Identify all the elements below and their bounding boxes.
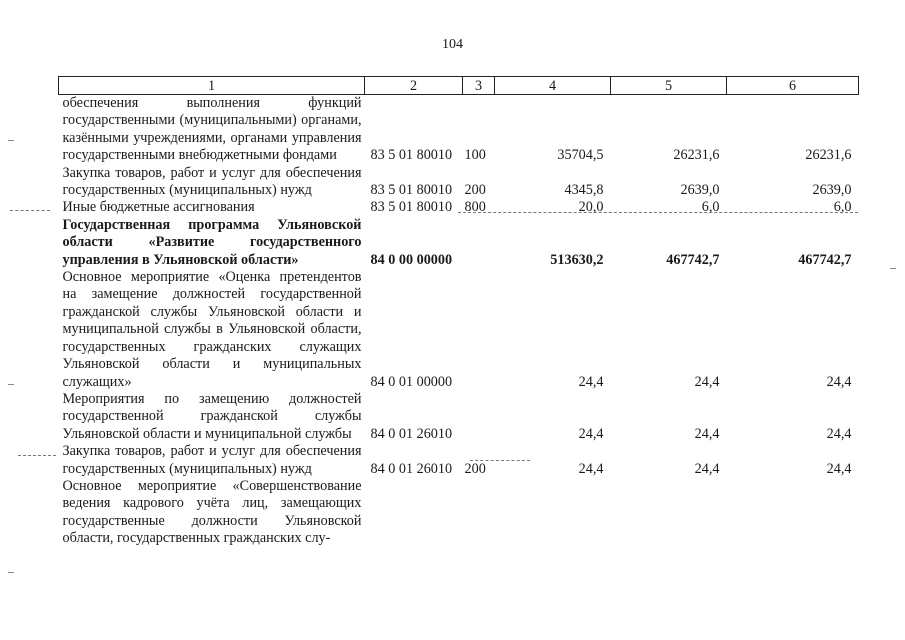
row-value-col5: 24,4 bbox=[694, 425, 720, 442]
row-value-col6 bbox=[727, 478, 859, 548]
row-expense-type: 200 bbox=[464, 460, 486, 477]
row-value-col4 bbox=[495, 478, 611, 548]
column-header: 1 bbox=[59, 77, 365, 95]
column-header: 4 bbox=[495, 77, 611, 95]
scan-artifact-tick bbox=[8, 572, 14, 573]
row-expense-type: 100 bbox=[464, 147, 486, 164]
row-value-col6: 26231,6 bbox=[805, 147, 852, 164]
row-code bbox=[365, 478, 463, 548]
row-value-col4: 20,0 bbox=[578, 199, 604, 216]
table-row bbox=[59, 478, 859, 548]
row-value-col4: 24,4 bbox=[578, 460, 604, 477]
row-value-col5 bbox=[611, 478, 727, 548]
row-name: Основное мероприятие «Совершенствование ведения кадрового учёта лиц, замещающих государственные должности Ульяновской области, государственных гражданских слу- bbox=[62, 477, 362, 547]
row-value-col4: 24,4 bbox=[578, 425, 604, 442]
row-name: обеспечения выполнения функций государственными (муниципальными) органами, казёнными учреждениями, органами управления государственными внебюджетными фондами bbox=[62, 95, 362, 164]
row-value-col4: 4345,8 bbox=[564, 182, 604, 199]
row-name: Закупка товаров, работ и услуг для обеспечения государственных (муниципальных) нужд bbox=[62, 164, 362, 199]
row-name: Государственная программа Ульяновской области «Развитие государственного управления в Ульяновской области» bbox=[62, 216, 362, 268]
row-name: Мероприятия по замещению должностей государственной гражданской службы Ульяновской области и муниципальной службы bbox=[62, 390, 362, 442]
row-code: 84 0 00 00000 bbox=[370, 251, 453, 268]
table-row bbox=[59, 95, 859, 165]
row-name: Иные бюджетные ассигнования bbox=[62, 199, 255, 216]
row-code: 83 5 01 80010 bbox=[370, 199, 453, 216]
page-number: 104 bbox=[442, 37, 463, 52]
budget-table bbox=[58, 76, 859, 548]
row-value-col5: 24,4 bbox=[694, 460, 720, 477]
column-header: 3 bbox=[463, 77, 495, 95]
row-expense-type: 200 bbox=[464, 182, 486, 199]
row-value-col6: 24,4 bbox=[826, 373, 852, 390]
row-value-col6: 2639,0 bbox=[812, 182, 852, 199]
row-value-col6: 467742,7 bbox=[798, 251, 852, 268]
row-expense-type bbox=[463, 478, 495, 548]
scan-artifact-line bbox=[458, 212, 858, 213]
scan-artifact-line bbox=[10, 210, 50, 211]
scan-artifact-tick bbox=[890, 268, 896, 269]
row-code: 84 0 01 00000 bbox=[370, 373, 453, 390]
row-expense-type bbox=[463, 217, 495, 269]
table-row bbox=[59, 165, 859, 200]
row-value-col4: 35704,5 bbox=[557, 147, 604, 164]
column-header: 6 bbox=[727, 77, 859, 95]
row-name: Основное мероприятие «Оценка претендентов на замещение должностей государственной гражданской службы Ульяновской области и муниципальной службы в Ульяновской области, государственных гражданских служащих Ульяновской области и муниципальных служащих» bbox=[62, 269, 362, 390]
table-row bbox=[59, 391, 859, 443]
row-code: 84 0 01 26010 bbox=[370, 460, 453, 477]
row-value-col5: 467742,7 bbox=[666, 251, 720, 268]
column-header: 5 bbox=[611, 77, 727, 95]
row-name: Закупка товаров, работ и услуг для обеспечения государственных (муниципальных) нужд bbox=[62, 443, 362, 477]
row-expense-type bbox=[463, 269, 495, 391]
table-row bbox=[59, 269, 859, 391]
table-row bbox=[59, 443, 859, 478]
row-code: 83 5 01 80010 bbox=[370, 147, 453, 164]
scan-artifact-line bbox=[470, 460, 530, 461]
scan-artifact-line bbox=[18, 455, 56, 456]
row-value-col6: 6,0 bbox=[833, 199, 852, 216]
scan-artifact-tick bbox=[8, 384, 14, 385]
row-value-col6: 24,4 bbox=[826, 460, 852, 477]
table-row bbox=[59, 199, 859, 216]
row-value-col5: 26231,6 bbox=[673, 147, 720, 164]
row-value-col6: 24,4 bbox=[826, 425, 852, 442]
column-header: 2 bbox=[365, 77, 463, 95]
row-code: 84 0 01 26010 bbox=[370, 425, 453, 442]
row-value-col5: 2639,0 bbox=[680, 182, 720, 199]
row-expense-type: 800 bbox=[464, 199, 486, 216]
row-value-col5: 6,0 bbox=[701, 199, 720, 216]
row-value-col4: 513630,2 bbox=[550, 251, 604, 268]
row-value-col5: 24,4 bbox=[694, 373, 720, 390]
table-row bbox=[59, 217, 859, 269]
table-body bbox=[59, 95, 859, 548]
scan-artifact-tick bbox=[8, 140, 14, 141]
row-expense-type bbox=[463, 391, 495, 443]
row-code: 83 5 01 80010 bbox=[370, 182, 453, 199]
row-value-col4: 24,4 bbox=[578, 373, 604, 390]
table-header-row bbox=[59, 77, 859, 95]
